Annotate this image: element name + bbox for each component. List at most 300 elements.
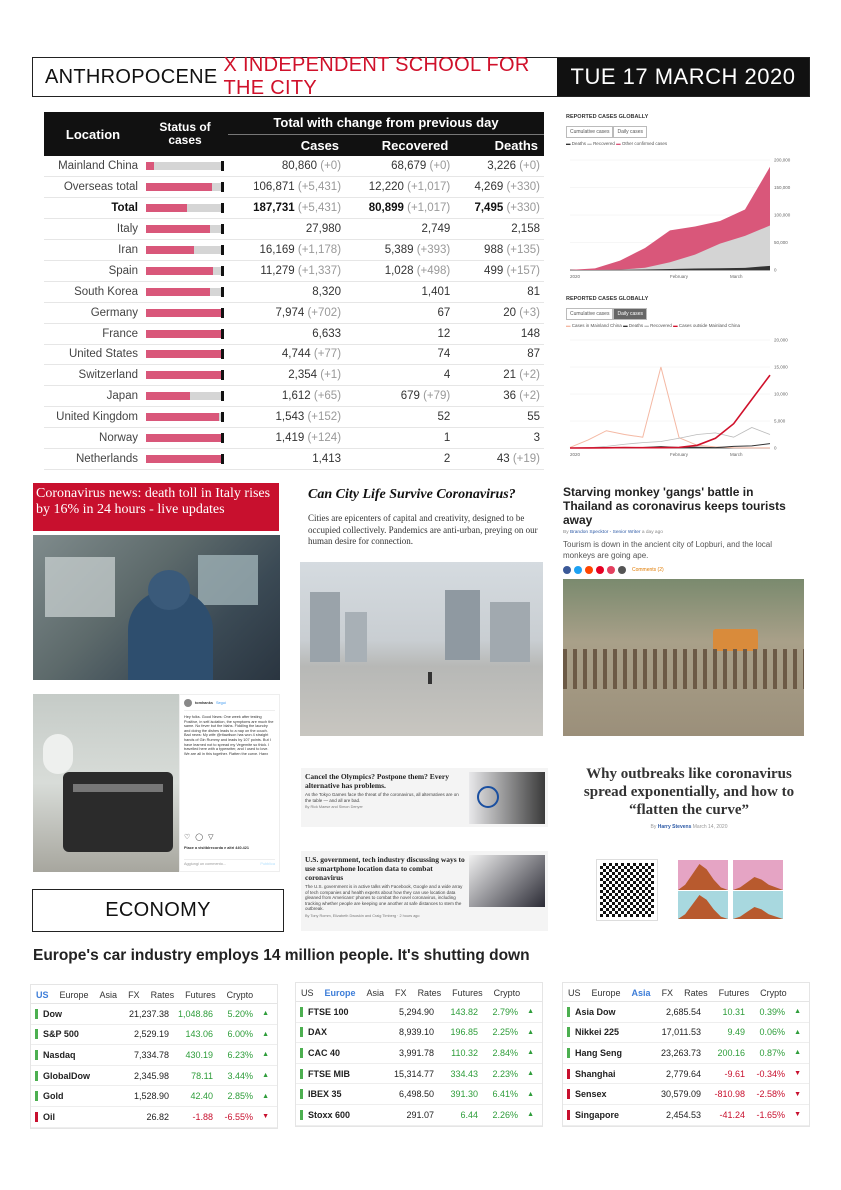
chart1-toggles	[566, 126, 806, 138]
deaths-marker	[221, 182, 224, 192]
chart2-legend: ▬ Cases in Mainland China ▬ Deaths ▬ Recovered ▬ Cases outside Mainland China	[566, 323, 740, 328]
monkeys-photo	[563, 579, 804, 736]
market-tab-crypto[interactable]: Crypto	[760, 988, 787, 998]
index-name[interactable]: Nasdaq	[35, 1050, 109, 1060]
index-price: 21,237.38	[128, 1008, 169, 1019]
index-percent: 6.23%	[227, 1049, 253, 1060]
market-tab-us[interactable]: US	[568, 988, 581, 998]
col-cases: Cases	[228, 134, 345, 156]
chart2-toggles	[566, 308, 806, 320]
index-name[interactable]: Asia Dow	[567, 1007, 641, 1017]
curve-thumb-3	[678, 891, 728, 919]
index-percent: 6.00%	[227, 1029, 253, 1040]
chart2-toggle-cumulative[interactable]: Cumulative cases	[566, 308, 613, 320]
comment-icon[interactable]: ◯	[195, 834, 204, 841]
up-arrow-icon: ▲	[794, 1028, 801, 1036]
row-deaths	[454, 198, 544, 219]
monkey-byline	[563, 530, 803, 535]
market-row[interactable]	[296, 1064, 542, 1085]
row-cases	[228, 344, 345, 365]
cases-value: 27,980	[305, 223, 342, 236]
cases-value: 1,413	[312, 452, 342, 465]
market-tab-us[interactable]: US	[36, 990, 49, 1000]
row-deaths	[454, 323, 544, 344]
y-tick-label: 0	[774, 267, 777, 273]
index-percent: 0.39%	[759, 1006, 785, 1017]
market-row[interactable]	[563, 1064, 809, 1085]
legend-deaths: Deaths	[571, 141, 587, 146]
deaths-value: 87	[527, 348, 540, 361]
global-cumulative-chart	[566, 114, 806, 284]
deaths-marker	[221, 454, 224, 464]
index-name[interactable]: GlobalDow	[35, 1071, 109, 1081]
deaths-marker	[221, 391, 224, 401]
reddit-icon[interactable]	[585, 566, 593, 574]
cases-change: (+77)	[313, 348, 342, 361]
insta-comment-input[interactable]: Aggiungi un commento...	[184, 862, 227, 866]
row-location: United Kingdom	[44, 407, 142, 428]
index-name[interactable]: IBEX 35	[300, 1089, 374, 1099]
row-status	[142, 448, 228, 469]
y-tick-label: 5,000	[774, 418, 786, 424]
market-tab-crypto[interactable]: Crypto	[226, 990, 254, 1000]
active-fill	[146, 309, 223, 317]
index-name[interactable]: Oil	[35, 1112, 109, 1122]
up-arrow-icon: ▲	[794, 1008, 801, 1016]
index-percent: 2.23%	[492, 1068, 518, 1079]
market-tab-europe[interactable]: Europe	[591, 988, 621, 998]
monkey-article	[563, 485, 803, 574]
index-name[interactable]: FTSE 100	[300, 1007, 374, 1017]
tech-time: 2 hours ago	[399, 913, 420, 918]
chart1-toggle-cumulative[interactable]: Cumulative cases	[566, 126, 613, 138]
curve-date: March 14, 2020	[692, 824, 728, 830]
market-row[interactable]	[31, 1066, 277, 1087]
active-fill	[146, 392, 190, 400]
deaths-value: 148	[520, 327, 540, 340]
row-recovered	[345, 177, 454, 198]
share-icon[interactable]: ▽	[208, 834, 214, 841]
qr-code[interactable]	[597, 860, 657, 920]
deaths-marker	[221, 203, 224, 213]
row-status	[142, 302, 228, 323]
recovered-value: 1,401	[421, 285, 451, 298]
x-tick-label: 2020	[570, 274, 581, 279]
status-bar	[146, 267, 224, 275]
index-price: 1,528.90	[133, 1091, 169, 1102]
index-percent: -2.58%	[756, 1089, 785, 1100]
cases-value: 7,974	[275, 306, 305, 319]
active-fill	[146, 371, 223, 379]
row-cases	[228, 407, 345, 428]
index-name[interactable]: Stoxx 600	[300, 1110, 374, 1120]
legend-mainland: Cases in Mainland China	[571, 323, 622, 328]
row-location: Norway	[44, 428, 142, 449]
row-location: Overseas total	[44, 177, 142, 198]
market-tab-futures[interactable]: Futures	[185, 990, 216, 1000]
y-tick-label: 150,000	[774, 185, 791, 190]
recovered-value: 12	[437, 327, 451, 340]
index-name[interactable]: Gold	[35, 1091, 109, 1101]
row-cases	[228, 386, 345, 407]
status-bar	[146, 183, 224, 191]
olympics-text: As the Tokyo Games face the threat of the coronavirus, all alternatives are on the table — and all are bad.	[305, 792, 459, 803]
deaths-change: (+19)	[512, 452, 540, 465]
index-name[interactable]: S&P 500	[35, 1029, 109, 1039]
market-tab-crypto[interactable]: Crypto	[493, 988, 521, 998]
market-row[interactable]	[296, 1105, 542, 1126]
index-name[interactable]: FTSE MIB	[300, 1069, 374, 1079]
row-cases	[228, 323, 345, 344]
flatten-curve-article	[566, 765, 812, 830]
recovered-value: 2,749	[421, 223, 451, 236]
market-tab-futures[interactable]: Futures	[452, 988, 483, 998]
cases-row	[44, 177, 544, 198]
index-price: 2,454.53	[665, 1109, 701, 1120]
deaths-value: 499	[484, 264, 504, 277]
insta-user[interactable]: tomhanks	[195, 701, 213, 705]
facebook-icon[interactable]	[563, 566, 571, 574]
row-status	[142, 344, 228, 365]
status-bar	[146, 162, 224, 170]
cases-change: (+1,337)	[297, 264, 342, 277]
chart1-toggle-daily[interactable]: Daily cases	[613, 126, 647, 138]
cases-row	[44, 198, 544, 219]
deaths-value: 988	[484, 244, 504, 256]
cases-value: 106,871	[253, 181, 295, 194]
active-fill	[146, 434, 224, 442]
up-arrow-icon: ▲	[527, 1049, 534, 1057]
row-recovered	[345, 156, 454, 177]
deaths-value: 20	[503, 306, 517, 319]
deaths-value: 7,495	[474, 202, 504, 215]
cases-change: (+1)	[320, 369, 342, 382]
up-arrow-icon: ▲	[262, 1010, 269, 1018]
col-location: Location	[44, 112, 142, 156]
index-name[interactable]: Shanghai	[567, 1069, 641, 1079]
index-name[interactable]: CAC 40	[300, 1048, 374, 1058]
index-percent: 2.25%	[492, 1027, 518, 1038]
up-arrow-icon: ▲	[527, 1111, 534, 1119]
status-bar	[146, 455, 224, 463]
row-deaths	[454, 344, 544, 365]
y-tick-label: 0	[774, 445, 777, 451]
market-row[interactable]	[563, 1002, 809, 1023]
index-price: 7,334.78	[133, 1049, 169, 1060]
index-change: 334.43	[450, 1068, 478, 1079]
market-tab-asia[interactable]: Asia	[631, 988, 651, 998]
insta-likes: Piace a visitblrecorda e altri 440.421	[184, 846, 250, 850]
monkey-text: Tourism is down in the ancient city of Lopburi, and the local monkeys are going ape.	[563, 540, 773, 560]
market-row[interactable]	[31, 1025, 277, 1046]
row-recovered	[345, 448, 454, 469]
cases-row	[44, 302, 544, 323]
row-recovered	[345, 302, 454, 323]
status-bar	[146, 413, 224, 421]
market-row[interactable]	[563, 1105, 809, 1126]
index-price: 15,314.77	[393, 1068, 434, 1079]
recovered-value: 1	[443, 432, 451, 445]
tech-title[interactable]: U.S. government, tech industry discussing ways to use smartphone location data to combat coronavirus	[305, 855, 465, 882]
chart1-legend: ▬ Deaths ▬ Recovered ▬ Other confirmed cases	[566, 141, 668, 146]
row-deaths	[454, 365, 544, 386]
monkey-author[interactable]: Brandon Specktor - Senior Writer	[569, 530, 641, 535]
olympics-title[interactable]: Cancel the Olympics? Postpone them? Every alternative has problems.	[305, 772, 449, 790]
market-row[interactable]	[563, 1023, 809, 1044]
row-cases	[228, 219, 345, 240]
twitter-icon[interactable]	[574, 566, 582, 574]
tech-byline: By Tony Romm, Elizabeth Dwoskin and Craig Timberg · 2 hours ago	[305, 913, 420, 918]
row-deaths	[454, 260, 544, 281]
index-percent: 0.06%	[759, 1027, 785, 1038]
row-deaths	[454, 281, 544, 302]
deaths-marker	[221, 329, 224, 339]
market-tab-fx[interactable]: FX	[395, 988, 407, 998]
status-bar	[146, 330, 224, 338]
status-bar	[146, 204, 224, 212]
email-icon[interactable]	[618, 566, 626, 574]
cases-row	[44, 219, 544, 240]
index-name[interactable]: Hang Seng	[567, 1048, 641, 1058]
x-tick-label: March	[730, 274, 743, 279]
row-location: Netherlands	[44, 448, 142, 469]
market-row[interactable]	[296, 1043, 542, 1064]
index-percent: -6.55%	[224, 1111, 253, 1122]
market-row[interactable]	[563, 1084, 809, 1105]
cases-row	[44, 260, 544, 281]
curve-title[interactable]: Why outbreaks like coronavirus spread exponentially, and how to “flatten the curve”	[583, 766, 795, 818]
index-price: 2,529.19	[133, 1029, 169, 1040]
down-arrow-icon: ▼	[262, 1113, 269, 1121]
legend-recovered2: Recovered	[650, 323, 672, 328]
recovered-change: (+1,017)	[407, 202, 451, 215]
market-row[interactable]	[31, 1107, 277, 1128]
active-fill	[146, 413, 219, 421]
row-status	[142, 177, 228, 198]
row-location: Switzerland	[44, 365, 142, 386]
market-tab-rates[interactable]: Rates	[150, 990, 175, 1000]
insta-post-button[interactable]: Pubblica	[260, 862, 275, 866]
olympics-photo	[469, 772, 545, 824]
heart-icon[interactable]: ♡	[184, 834, 191, 841]
cases-change: (+124)	[307, 432, 342, 445]
market-tab-asia[interactable]: Asia	[366, 988, 385, 998]
chart2-toggle-daily[interactable]: Daily cases	[613, 308, 647, 320]
insta-follow[interactable]: Seguí	[215, 701, 226, 705]
market-tab-europe[interactable]: Europe	[59, 990, 89, 1000]
up-arrow-icon: ▲	[527, 1070, 534, 1078]
index-name[interactable]: Singapore	[567, 1110, 641, 1120]
index-price: 23,263.73	[660, 1047, 701, 1058]
flipboard-icon[interactable]	[607, 566, 615, 574]
olympics-byline: By Rick Maese and Simon Denyer	[305, 805, 363, 809]
deaths-value: 4,269	[474, 181, 504, 194]
cases-value: 4,744	[281, 348, 311, 361]
index-price: 30,579.09	[660, 1089, 701, 1100]
recovered-value: 80,899	[368, 202, 404, 215]
recovered-value: 74	[437, 348, 451, 361]
row-cases	[228, 302, 345, 323]
index-name[interactable]: DAX	[300, 1027, 374, 1037]
market-tab-europe[interactable]: Europe	[324, 988, 356, 998]
recovered-value: 67	[437, 306, 451, 319]
recovered-value: 4	[443, 369, 451, 382]
cases-row	[44, 240, 544, 261]
index-price: 291.07	[406, 1109, 434, 1120]
recovered-change: (+393)	[416, 244, 451, 256]
curve-area	[733, 907, 783, 919]
index-price: 8,939.10	[398, 1027, 434, 1038]
chart1-title: REPORTED CASES GLOBALLY	[566, 114, 649, 120]
row-recovered	[345, 323, 454, 344]
market-tab-rates[interactable]: Rates	[417, 988, 442, 998]
market-tab-asia[interactable]: Asia	[99, 990, 118, 1000]
pinterest-icon[interactable]	[596, 566, 604, 574]
index-percent: 3.44%	[227, 1070, 253, 1081]
col-deaths: Deaths	[454, 134, 544, 156]
curve-thumb-2	[733, 860, 783, 890]
y-tick-label: 100,000	[774, 212, 791, 218]
cases-row	[44, 156, 544, 177]
recovered-change: (+498)	[416, 264, 451, 277]
italy-headline[interactable]: Coronavirus news: death toll in Italy rises by 16% in 24 hours - live updates	[33, 483, 279, 531]
index-percent: 6.41%	[492, 1089, 518, 1100]
recovered-value: 5,389	[384, 244, 414, 256]
monkey-date: a day ago	[641, 530, 663, 535]
row-status	[142, 240, 228, 261]
city-title[interactable]: Can City Life Survive Coronavirus?	[308, 487, 516, 502]
cases-value: 2,354	[288, 369, 318, 382]
cases-row	[44, 428, 544, 449]
deaths-value: 3,226	[487, 160, 517, 173]
x-tick-label: February	[670, 452, 689, 457]
economy-section-label: ECONOMY	[32, 889, 284, 932]
index-change: 391.30	[450, 1089, 478, 1100]
market-row[interactable]	[31, 1045, 277, 1066]
market-row[interactable]	[563, 1043, 809, 1064]
deaths-marker	[221, 161, 224, 171]
market-row[interactable]	[296, 1002, 542, 1023]
typewriter-photo	[33, 694, 179, 872]
col-status: Status of cases	[142, 112, 228, 156]
icu-photo	[33, 535, 280, 680]
market-tab-rates[interactable]: Rates	[684, 988, 708, 998]
tech-card[interactable]	[301, 851, 548, 931]
row-deaths	[454, 407, 544, 428]
up-arrow-icon: ▲	[527, 1008, 534, 1016]
global-daily-chart	[566, 296, 806, 466]
up-arrow-icon: ▲	[527, 1028, 534, 1036]
row-location: Italy	[44, 219, 142, 240]
index-price: 2,685.54	[665, 1006, 701, 1017]
market-row[interactable]	[296, 1023, 542, 1044]
market-tab-us[interactable]: US	[301, 988, 314, 998]
recovered-value: 68,679	[391, 160, 427, 173]
status-bar	[146, 371, 224, 379]
index-name[interactable]: Dow	[35, 1009, 109, 1019]
index-percent: -0.34%	[756, 1068, 785, 1079]
row-location: South Korea	[44, 281, 142, 302]
car-industry-headline[interactable]: Europe's car industry employs 14 million people. It's shutting down	[33, 947, 530, 964]
row-deaths	[454, 386, 544, 407]
olympics-card[interactable]	[301, 768, 548, 827]
cases-row	[44, 407, 544, 428]
cases-value: 11,279	[260, 264, 295, 277]
row-status	[142, 156, 228, 177]
curve-area	[733, 877, 783, 890]
col-group: Total with change from previous day	[228, 112, 544, 134]
recovered-change: (+0)	[429, 160, 451, 173]
active-fill	[146, 162, 154, 170]
row-location: Mainland China	[44, 156, 142, 177]
y-tick-label: 20,000	[774, 337, 788, 343]
curve-thumb-1	[678, 860, 728, 890]
market-row[interactable]	[31, 1086, 277, 1107]
deaths-marker	[221, 224, 224, 234]
active-fill	[146, 225, 210, 233]
cases-row	[44, 281, 544, 302]
x-tick-label: 2020	[570, 452, 581, 457]
cases-table	[44, 112, 544, 470]
down-arrow-icon: ▼	[794, 1090, 801, 1098]
curve-area	[678, 895, 728, 919]
comments-link[interactable]: Comments (2)	[632, 567, 664, 573]
curve-by-prefix: By	[650, 824, 657, 830]
row-recovered	[345, 428, 454, 449]
index-name[interactable]: Sensex	[567, 1089, 641, 1099]
index-change: 78.11	[191, 1070, 213, 1081]
market-tab-fx[interactable]: FX	[128, 990, 140, 1000]
markets-us-widget	[30, 984, 278, 1129]
row-cases	[228, 177, 345, 198]
markets-europe-widget	[295, 982, 543, 1127]
row-location: France	[44, 323, 142, 344]
cases-change: (+1,178)	[297, 244, 342, 256]
market-row[interactable]	[31, 1004, 277, 1025]
cases-change: (+0)	[320, 160, 342, 173]
row-recovered	[345, 260, 454, 281]
monkey-by-prefix: By	[563, 530, 569, 535]
cases-value: 6,633	[312, 327, 342, 340]
cases-value: 16,169	[259, 244, 295, 256]
monkey-title[interactable]: Starving monkey 'gangs' battle in Thailand as coronavirus keeps tourists away	[563, 485, 786, 527]
market-tab-futures[interactable]: Futures	[718, 988, 750, 998]
market-row[interactable]	[296, 1084, 542, 1105]
curve-author[interactable]: Harry Stevens	[657, 824, 692, 830]
index-price: 26.82	[146, 1111, 169, 1122]
row-deaths	[454, 219, 544, 240]
masthead-title-black: ANTHROPOCENE	[45, 65, 218, 88]
y-tick-label: 50,000	[774, 240, 788, 245]
row-status	[142, 281, 228, 302]
index-change: 1,048.86	[177, 1008, 213, 1019]
index-name[interactable]: Nikkei 225	[567, 1027, 641, 1037]
deaths-value: 21	[503, 369, 517, 382]
market-tab-fx[interactable]: FX	[661, 988, 674, 998]
row-deaths	[454, 302, 544, 323]
city-text: Cities are epicenters of capital and creativity, designed to be occupied collectively. Pandemics are anti-urban, preying on our human desire for connection.	[308, 513, 538, 546]
index-percent: 5.20%	[227, 1008, 253, 1019]
row-recovered	[345, 219, 454, 240]
up-arrow-icon: ▲	[262, 1051, 269, 1059]
row-status	[142, 386, 228, 407]
index-change: 143.06	[185, 1029, 213, 1040]
index-change: 143.82	[450, 1006, 478, 1017]
row-cases	[228, 448, 345, 469]
deaths-marker	[221, 433, 224, 443]
status-bar	[146, 392, 224, 400]
up-arrow-icon: ▲	[794, 1049, 801, 1057]
